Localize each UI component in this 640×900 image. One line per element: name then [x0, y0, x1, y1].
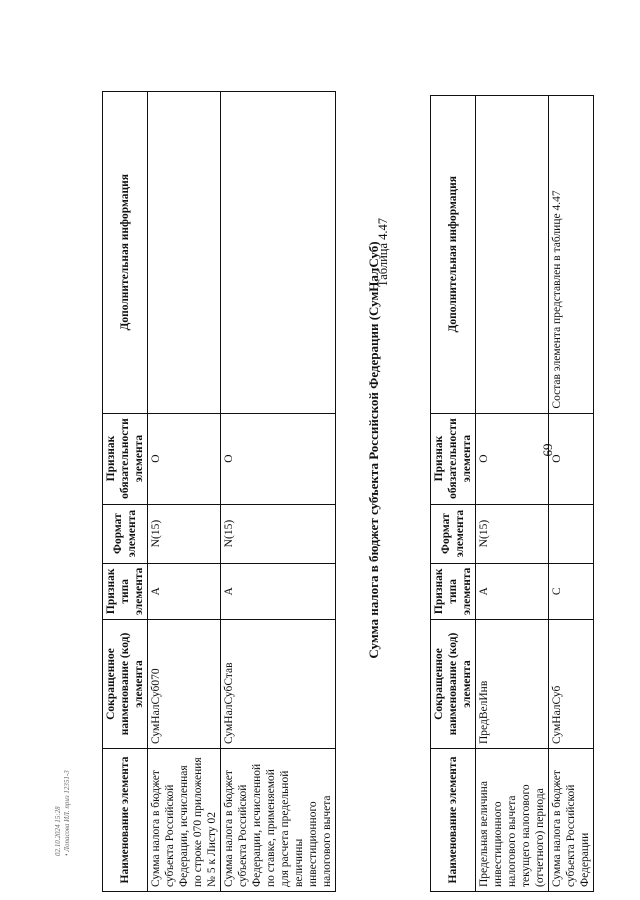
cell-type: А [476, 563, 549, 619]
cell-required: О [549, 413, 594, 504]
elements-table-4-47 [102, 91, 336, 892]
column-header-format: Формат элемента [103, 504, 148, 563]
column-header-code: Сокращенное наименование (код) элемента [431, 620, 476, 749]
table-header-row [431, 96, 476, 892]
cell-name: Сумма налога в бюджет субъекта Российской Федерации, исчисленная по строке 070 приложения № 5 к Листу 02 [148, 749, 221, 892]
section-title: Сумма налога в бюджет субъекта Российской Федерации (СумНалСуб) [366, 241, 381, 659]
cell-format: N(15) [148, 504, 221, 563]
cell-info [476, 96, 549, 414]
column-header-code: Сокращенное наименование (код) элемента [103, 620, 148, 749]
table-caption: Таблица 4.47 [376, 218, 390, 288]
column-header-required: Признак обязательности элемента [431, 413, 476, 504]
cell-name: Сумма налога в бюджет субъекта Российской Федерации [549, 749, 594, 892]
elements-table-continued [430, 95, 594, 892]
cell-required: О [221, 413, 336, 504]
cell-info: Состав элемента представлен в таблице 4.47 [549, 96, 594, 414]
column-header-format: Формат элемента [431, 504, 476, 563]
cell-name: Предельная величина инвестиционного налогового вычета текущего налогового (отчетного) периода [476, 749, 549, 892]
cell-info [148, 92, 221, 414]
cell-format [549, 504, 594, 563]
table-row [148, 92, 221, 892]
cell-type: А [148, 563, 221, 619]
cell-code: СумНалСуб [549, 620, 594, 749]
column-header-name: Наименование элемента [103, 749, 148, 892]
column-header-info: Дополнительная информация [103, 92, 148, 414]
cell-code: ПредВелИнв [476, 620, 549, 749]
table-header-row [103, 92, 148, 892]
cell-info [221, 92, 336, 414]
table-row [476, 96, 549, 892]
registration-stamp [54, 770, 72, 856]
column-header-name: Наименование элемента [431, 749, 476, 892]
stamp-line: • Лопасова ИЛ. приз 12351-3 [62, 770, 71, 856]
cell-name: Сумма налога в бюджет субъекта Российской Федерации, исчисленной по ставке, применяемой для расчета предельной величины инвестиционного налогового вычета [221, 749, 336, 892]
column-header-required: Признак обязательности элемента [103, 413, 148, 504]
table-row [221, 92, 336, 892]
page-number: 69 [540, 443, 555, 457]
cell-format: N(15) [476, 504, 549, 563]
cell-code: СумНалСуб070 [148, 620, 221, 749]
cell-required: О [148, 413, 221, 504]
table-row [549, 96, 594, 892]
column-header-type: Признак типа элемента [103, 563, 148, 619]
column-header-info: Дополнительная информация [431, 96, 476, 414]
cell-type: С [549, 563, 594, 619]
cell-format: N(15) [221, 504, 336, 563]
cell-type: А [221, 563, 336, 619]
cell-code: СумНалСубСтав [221, 620, 336, 749]
stamp-line: 02.10.2024 15:28 [54, 806, 62, 856]
column-header-type: Признак типа элемента [431, 563, 476, 619]
cell-required: О [476, 413, 549, 504]
